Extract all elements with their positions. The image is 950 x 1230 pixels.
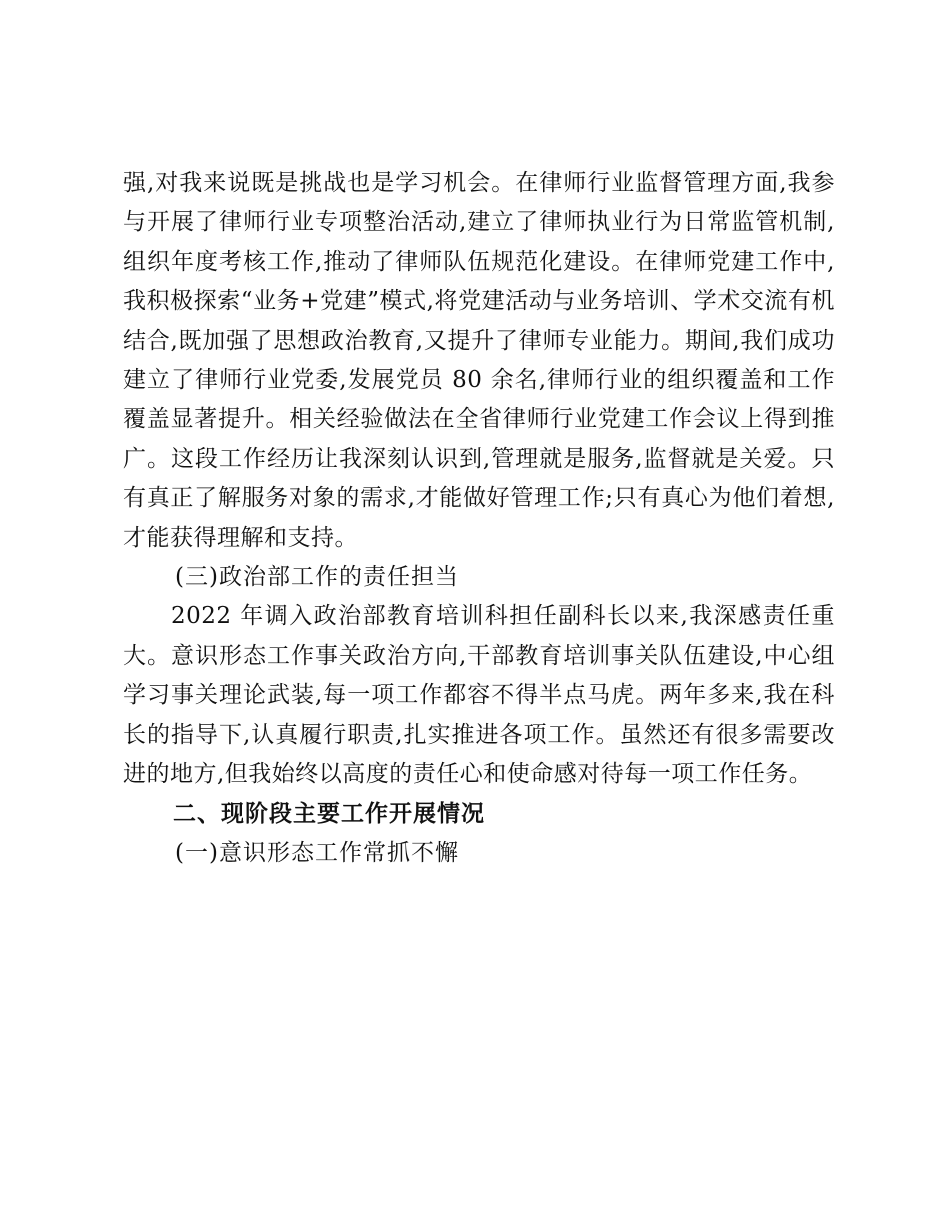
section-heading: 二、现阶段主要工作开展情况 xyxy=(173,800,485,827)
subheading-political-department: (三)政治部工作的责任担当 xyxy=(175,564,459,591)
body-paragraph: 强,对我来说既是挑战也是学习机会。在律师行业监督管理方面,我参与开展了律师行业专项整治活动,建立了律师执业行为日常监管机制,组织年度考核工作,推动了律师队伍规范化建设。在律师党建工作中,我积极探索“业务+党建”模式,将党建活动与业务培训、学术交流有机结合,既加强了思想政治教育,又提升了律师专业能力。期间,我们成功建立了律师行业党委,发展党员 80 余名,律师行业的组织覆盖和工作覆盖显著提升。相关经验做法在全省律师行业党建工作会议上得到推广。这段工作经历让我深刻认识到,管理就是服务,监督就是关爱。只有真正了解服务对象的需求,才能做好管理工作;只有真心为他们着想,才能获得理解和支持。 xyxy=(123,170,835,551)
subheading-ideology-work: (一)意识形态工作常抓不懈 xyxy=(175,839,459,866)
document-page xyxy=(123,164,835,873)
body-paragraph: 2022 年调入政治部教育培训科担任副科长以来,我深感责任重大。意识形态工作事关政治方向,干部教育培训事关队伍建设,中心组学习事关理论武装,每一项工作都容不得半点马虎。两年多来,我在科长的指导下,认真履行职责,扎实推进各项工作。虽然还有很多需要改进的地方,但我始终以高度的责任心和使命感对待每一项工作任务。 xyxy=(123,603,835,788)
